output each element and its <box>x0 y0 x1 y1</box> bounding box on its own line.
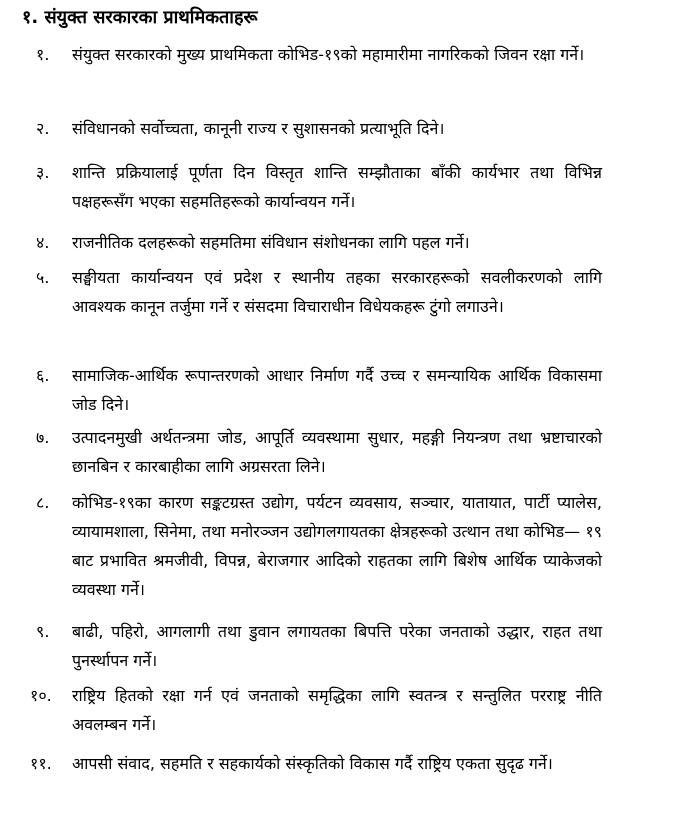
list-item-number: ८. <box>36 493 50 512</box>
list-item-text: उत्पादनमुखी अर्थतन्त्रमा जोड, आपूर्ति व्यवस्थामा सुधार, महङ्गी नियन्त्रण तथा भ्रष्टाचारको छानबिन र कारबाहीका लागि अग्रसरता लिने। <box>72 428 602 476</box>
list-item-number: १०. <box>30 686 52 705</box>
list-item-text: संविधानको सर्वोच्चता, कानूनी राज्य र सुशासनको प्रत्याभूति दिने। <box>72 119 445 138</box>
list-item-number: ९. <box>36 622 50 641</box>
list-item-number: ११. <box>30 754 52 773</box>
list-item-number: ६. <box>36 366 50 385</box>
list-item-text: बाढी, पहिरो, आगलागी तथा डुवान लगायतका बिपत्ति परेका जनताको उद्धार, राहत तथा पुनर्स्थापन गर्ने। <box>72 622 602 670</box>
list-item-text: राजनीतिक दलहरूको सहमतिमा संविधान संशोधनका लागि पहल गर्ने। <box>72 233 470 252</box>
list-item-number: ५. <box>36 268 50 287</box>
list-item-text: राष्ट्रिय हितको रक्षा गर्न एवं जनताको समृद्धिका लागि स्वतन्त्र र सन्तुलित परराष्ट्र नीति अवलम्बन गर्ने। <box>72 686 602 734</box>
list-item-text: सङ्घीयता कार्यान्वयन एवं प्रदेश र स्थानीय तहका सरकारहरूको सवलीकरणको लागि आवश्यक कानून तर्जुमा गर्ने र संसदमा विचाराधीन विधेयकहरू टुंगो लगाउने। <box>72 268 602 316</box>
list-item-text: कोभिड-१९का कारण सङ्कटग्रस्त उद्योग, पर्यटन व्यवसाय, सञ्चार, यातायात, पार्टी प्यालेस, व्यायामशाला, सिनेमा, तथा मनोरञ्जन उद्योगलगायतका क्षेत्रहरूको उत्थान तथा कोभिड— १९ बाट प्रभावित श्रमजीवी, विपन्न, बेराजगार आदिको राहतका लागि बिशेष आर्थिक प्याकेजको व्यवस्था गर्ने। <box>72 493 602 599</box>
list-item-number: ४. <box>36 233 50 252</box>
list-item-text: संयुक्त सरकारको मुख्य प्राथमिकता कोभिड-१९को महामारीमा नागरिकको जिवन रक्षा गर्ने। <box>72 45 585 64</box>
list-item-number: २. <box>36 119 50 138</box>
list-item-text: आपसी संवाद, सहमति र सहकार्यको संस्कृतिको विकास गर्दै राष्ट्रिय एकता सुदृढ गर्ने। <box>72 754 553 773</box>
list-item-text: शान्ति प्रक्रियालाई पूर्णता दिन विस्तृत शान्ति सम्झौताका बाँकी कार्यभार तथा विभिन्न पक्षहरूसँग भएका सहमतिहरूको कार्यान्वयन गर्ने। <box>72 163 602 211</box>
list-item-number: ७. <box>36 428 50 447</box>
section-heading: १. संयुक्त सरकारका प्राथमिकताहरू <box>22 7 258 28</box>
list-item-number: १. <box>36 45 50 64</box>
list-item-number: ३. <box>36 163 50 182</box>
list-item-text: सामाजिक-आर्थिक रूपान्तरणको आधार निर्माण गर्दै उच्च र समन्यायिक आर्थिक विकासमा जोड दिने। <box>72 366 602 414</box>
